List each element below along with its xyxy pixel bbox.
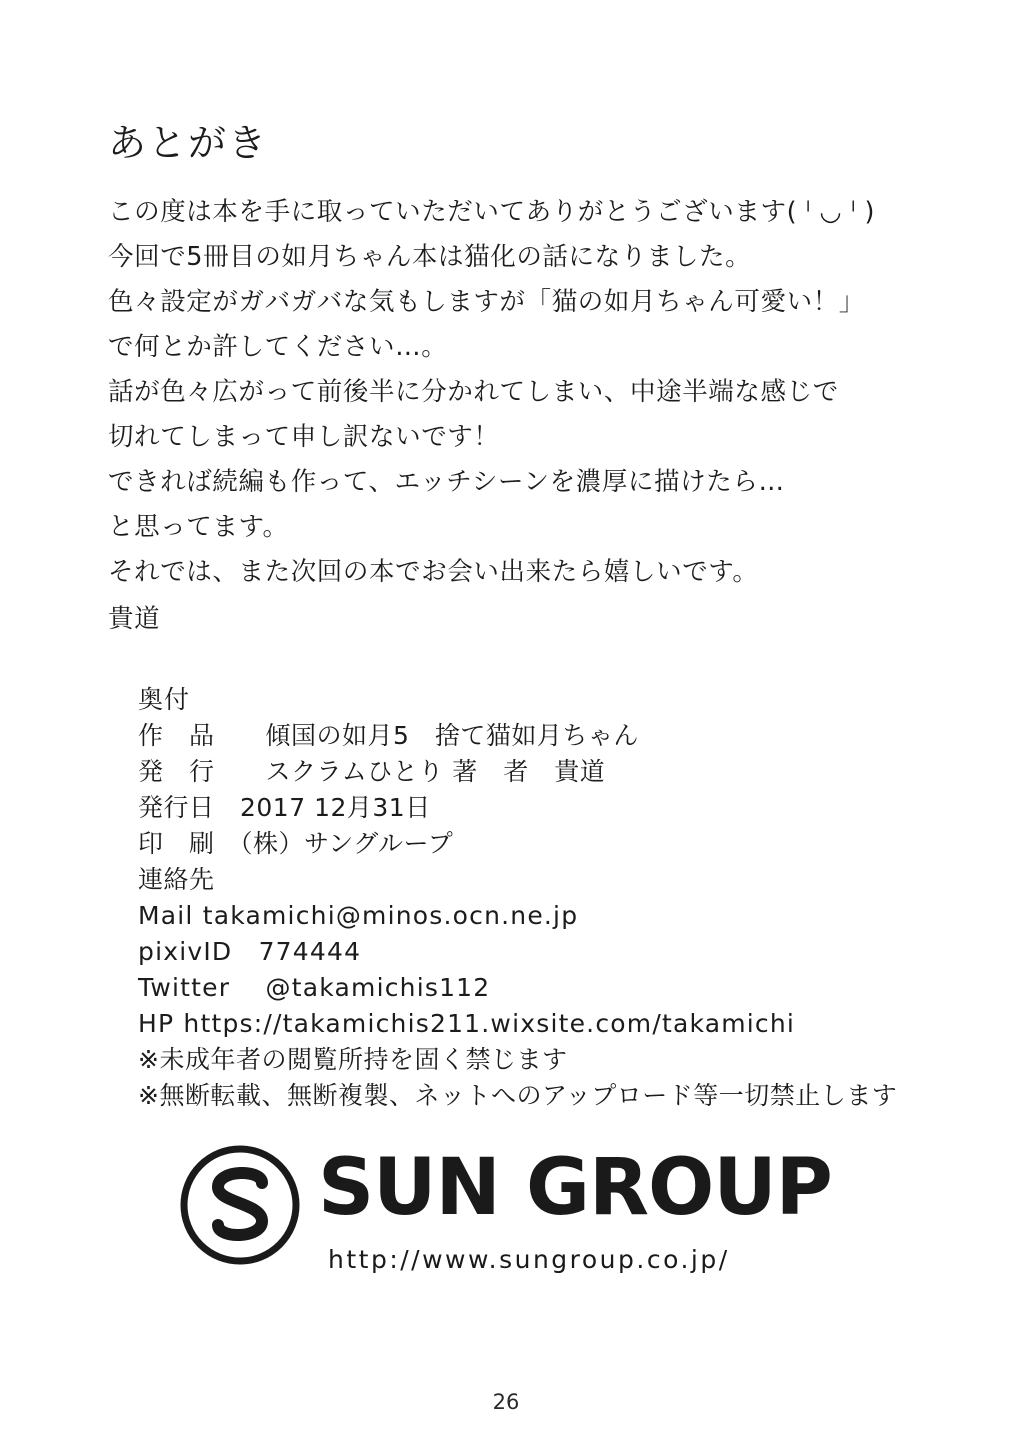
colophon-row-copyright-notice: ※無断転載、無断複製、ネットへのアップロード等一切禁止します — [138, 1081, 898, 1110]
afterword-line: 今回で5冊目の如月ちゃん本は猫化の話になりました。 — [108, 242, 752, 272]
publisher-logo-text: SUN GROUP — [318, 1143, 832, 1233]
colophon-row-twitter: Twitter @takamichis112 — [138, 973, 491, 1002]
colophon-row-publisher: 発 行 スクラムひとり 著 者 貴道 — [138, 757, 606, 786]
afterword-line: 切れてしまって申し訳ないです！ — [108, 422, 500, 452]
afterword-line: この度は本を手に取っていただいてありがとうございます( ˡ ◡ ˡ ) — [108, 197, 876, 227]
afterword-line: 話が色々広がって前後半に分かれてしまい、中途半端な感じで — [108, 377, 839, 407]
colophon-row-contact-label: 連絡先 — [138, 865, 215, 894]
colophon-row-printer: 印 刷 （株）サングループ — [138, 829, 454, 858]
publisher-logo-block — [178, 1135, 878, 1305]
afterword-line: と思ってます。 — [108, 512, 289, 542]
afterword-body — [108, 190, 988, 642]
afterword-signature: 貴道 — [108, 604, 161, 634]
colophon-row-title: 作 品 傾国の如月5 捨て猫如月ちゃん — [138, 721, 639, 750]
colophon-row-mail: Mail takamichi@minos.ocn.ne.jp — [138, 901, 579, 930]
afterword-line: 色々設定がガバガバな気もしますが「猫の如月ちゃん可愛い！」 — [108, 287, 865, 317]
afterword-line: それでは、また次回の本でお会い出来たら嬉しいです。 — [108, 557, 759, 587]
publisher-logo-url: http://www.sungroup.co.jp/ — [328, 1245, 730, 1274]
afterword-line: で何とか許してください…。 — [108, 332, 448, 362]
colophon-block — [138, 682, 998, 1114]
colophon-row-pixiv: pixivID 774444 — [138, 937, 362, 966]
afterword-heading: あとがき — [108, 121, 269, 165]
afterword-line: できれば続編も作って、エッチシーンを濃厚に描けたら… — [108, 467, 785, 497]
colophon-row-age-notice: ※未成年者の閲覧所持を固く禁じます — [138, 1045, 568, 1074]
colophon-heading: 奥付 — [138, 685, 191, 714]
sun-group-s-logo-icon — [178, 1143, 302, 1267]
page-number: 26 — [492, 1390, 520, 1414]
colophon-row-homepage: HP https://takamichis211.wixsite.com/takamichi — [138, 1009, 796, 1038]
colophon-row-date: 発行日 2017 12月31日 — [138, 793, 431, 822]
